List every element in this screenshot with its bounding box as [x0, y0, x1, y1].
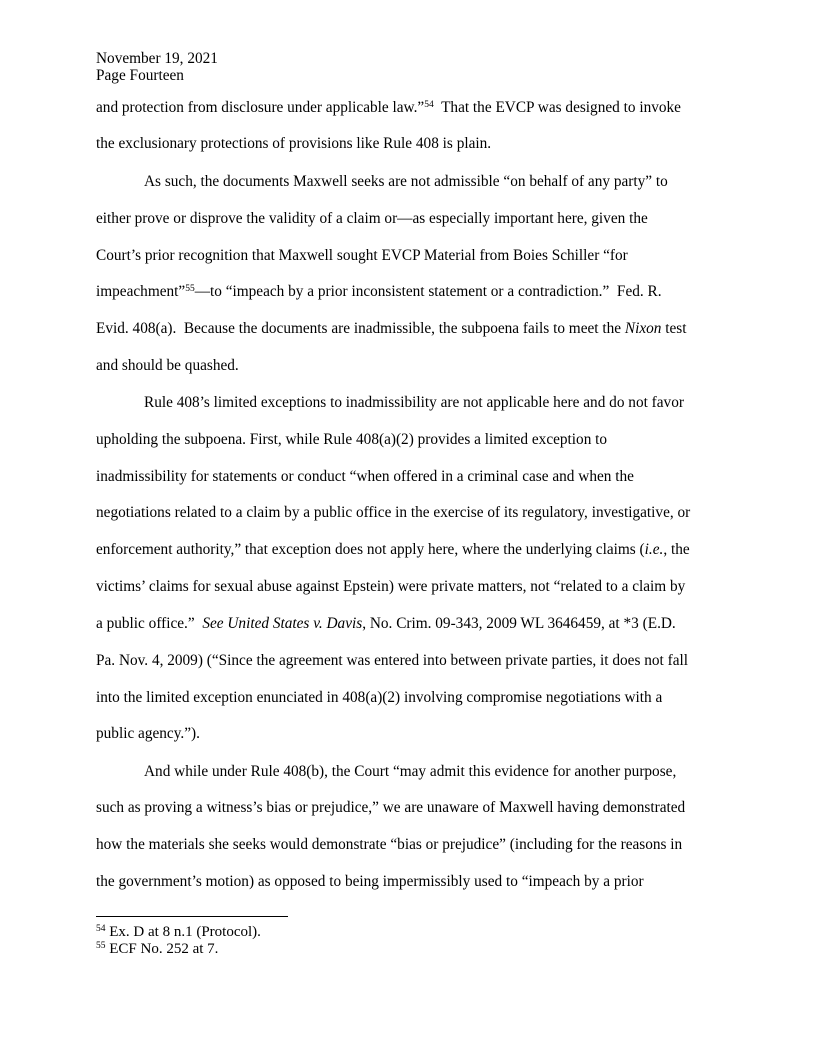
- body-line: and protection from disclosure under applicable law.”$^{54}$ That the EVCP was designed to invoke: [96, 99, 681, 116]
- body-line: how the materials she seeks would demonstrate “bias or prejudice” (including for the reasons in: [96, 836, 683, 853]
- body-line: public agency.”).: [96, 725, 200, 742]
- footnote-ref: 54: [424, 100, 434, 110]
- footnote: $^{54}$ Ex. D at 8 n.1 (Protocol).: [96, 924, 261, 940]
- body-line: negotiations related to a claim by a public office in the exercise of its regulatory, investigative, or: [96, 504, 691, 521]
- body-line: victims’ claims for sexual abuse against Epstein) were private matters, not “related to a claim by: [96, 578, 686, 595]
- case-citation: See United States v. Davis: [202, 615, 363, 632]
- footnote-number: 55: [96, 941, 106, 951]
- footnote: $^{55}$ ECF No. 252 at 7.: [96, 941, 219, 957]
- italic-term: i.e.: [644, 541, 664, 558]
- body-line: Court’s prior recognition that Maxwell sought EVCP Material from Boies Schiller “for: [96, 247, 628, 264]
- body-line: Pa. Nov. 4, 2009) (“Since the agreement was entered into between private parties, it does not fall: [96, 652, 688, 669]
- footnote-number: 54: [96, 924, 106, 934]
- page-number: Page Fourteen: [96, 67, 184, 84]
- letter-date: November 19, 2021: [96, 50, 218, 67]
- body-line: upholding the subpoena. First, while Rule 408(a)(2) provides a limited exception to: [96, 431, 608, 448]
- body-line: Rule 408’s limited exceptions to inadmissibility are not applicable here and do not favor: [144, 394, 684, 411]
- body-line: Evid. 408(a). Because the documents are inadmissible, the subpoena fails to meet the Nixon test: [96, 320, 687, 337]
- body-line: the government’s motion) as opposed to being impermissibly used to “impeach by a prior: [96, 873, 644, 890]
- body-line: a public office.” See United States v. Davis, No. Crim. 09-343, 2009 WL 3646459, at *3 (E.D.: [96, 615, 676, 632]
- body-line: such as proving a witness’s bias or prejudice,” we are unaware of Maxwell having demonstrated: [96, 799, 686, 816]
- case-name: Nixon: [624, 320, 662, 337]
- footnote-separator: [96, 916, 288, 917]
- body-line: and should be quashed.: [96, 357, 239, 374]
- body-line: As such, the documents Maxwell seeks are not admissible “on behalf of any party” to: [144, 173, 668, 190]
- body-line: either prove or disprove the validity of a claim or—as especially important here, given the: [96, 210, 648, 227]
- body-line: And while under Rule 408(b), the Court “may admit this evidence for another purpose,: [144, 763, 677, 780]
- body-line: inadmissibility for statements or conduct “when offered in a criminal case and when the: [96, 468, 634, 485]
- body-line: enforcement authority,” that exception does not apply here, where the underlying claims (i.e., the: [96, 541, 690, 558]
- footnote-ref: 55: [185, 284, 195, 294]
- body-line: into the limited exception enunciated in 408(a)(2) involving compromise negotiations with a: [96, 689, 663, 706]
- body-line: impeachment”$^{55}$—to “impeach by a prior inconsistent statement or a contradiction.” Fed. R.: [96, 283, 662, 300]
- body-line: the exclusionary protections of provisions like Rule 408 is plain.: [96, 135, 492, 152]
